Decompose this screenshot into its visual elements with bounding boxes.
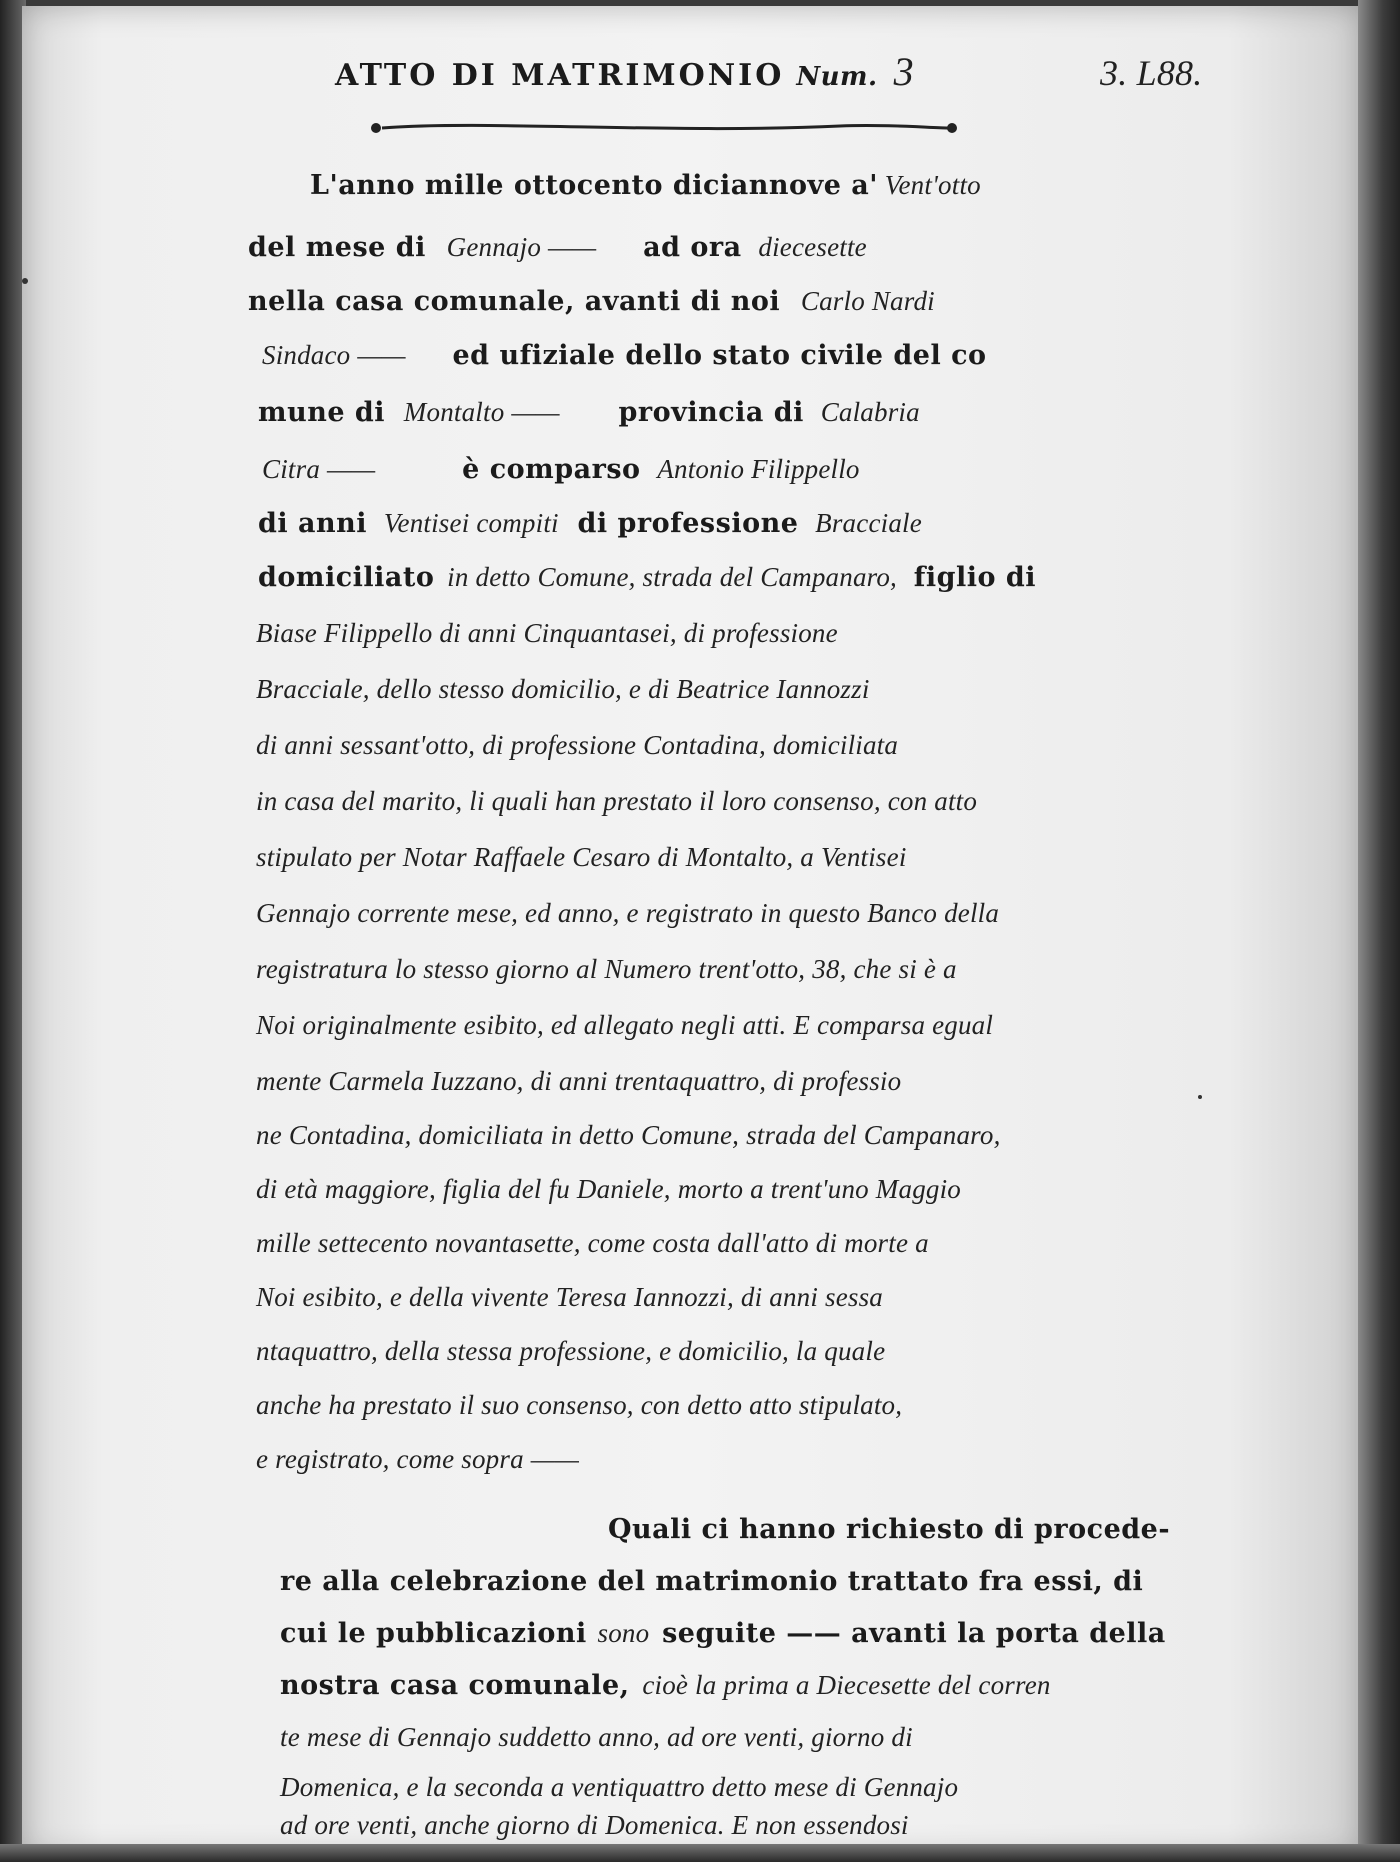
record-line: [258, 560, 1036, 595]
handwritten-text: anche ha prestato il suo consenso, con detto atto stipulato,: [256, 1390, 903, 1420]
document-title: ATTO DI MATRIMONIO: [335, 58, 785, 93]
printed-text: ed ufiziale dello stato civile del co: [452, 340, 987, 371]
handwritten-text: di età maggiore, figlia del fu Daniele, morto a trent'uno Maggio: [256, 1174, 962, 1204]
printed-text: del mese di: [248, 232, 426, 263]
handwritten-text: di anni sessant'otto, di professione Contadina, domiciliata: [256, 730, 899, 760]
handwritten-text: Vent'otto: [884, 170, 981, 200]
handwritten-text: Sindaco ——: [262, 340, 406, 370]
record-line: [280, 1808, 909, 1842]
handwritten-text: in detto Comune, strada del Campanaro,: [447, 562, 897, 592]
corner-note: 3. L88.: [1100, 53, 1203, 93]
record-line: [256, 728, 898, 762]
record-line: [256, 1118, 1001, 1152]
handwritten-text: Bracciale, dello stesso domicilio, e di Beatrice Iannozzi: [256, 674, 870, 704]
handwritten-text: Domenica, e la seconda a ventiquattro detto mese di Gennajo: [280, 1772, 959, 1802]
handwritten-text: Noi originalmente esibito, ed allegato negli atti. E comparsa egual: [256, 1010, 994, 1040]
page-right-edge: [1358, 0, 1400, 1862]
handwritten-text: Citra ——: [262, 454, 376, 484]
printed-text: di anni: [258, 508, 368, 539]
printed-text: nella casa comunale, avanti di noi: [248, 286, 781, 317]
record-line: [256, 1226, 929, 1260]
handwritten-text: ne Contadina, domiciliata in detto Comune, strada del Campanaro,: [256, 1120, 1001, 1150]
handwritten-text: te mese di Gennajo suddetto anno, ad ore venti, giorno di: [280, 1722, 913, 1752]
record-line: [280, 1564, 1143, 1599]
handwritten-text: diecesette: [758, 232, 867, 262]
record-line: [258, 395, 920, 430]
record-line: [256, 1064, 901, 1098]
handwritten-text: Montalto ——: [403, 397, 560, 427]
record-line: [248, 284, 935, 319]
ornament-line: [382, 125, 948, 128]
record-line: [256, 616, 838, 650]
record-line: [256, 896, 999, 930]
record-line: [248, 230, 867, 265]
handwritten-text: Ventisei compiti: [383, 508, 559, 538]
handwritten-text: Carlo Nardi: [800, 286, 935, 316]
printed-text: di professione: [577, 508, 799, 539]
handwritten-text: Gennajo corrente mese, ed anno, e registrato in questo Banco della: [256, 898, 1000, 928]
record-line: [256, 952, 957, 986]
printed-text: Quali ci hanno richiesto di procede-: [608, 1514, 1171, 1545]
stray-mark: [1198, 1095, 1202, 1099]
printed-text: seguite —— avanti la porta della: [662, 1618, 1166, 1649]
record-line: [256, 1334, 885, 1368]
number-value: 3: [893, 49, 914, 94]
record-line: [256, 1388, 902, 1422]
record-line: [256, 1172, 961, 1206]
record-line: [256, 1008, 993, 1042]
record-line: [608, 1512, 1170, 1547]
handwritten-text: Calabria: [820, 397, 920, 427]
printed-text: nostra casa comunale,: [280, 1670, 630, 1701]
handwritten-text: in casa del marito, li quali han prestato il loro consenso, con atto: [256, 786, 978, 816]
title-ornament: [370, 118, 960, 138]
handwritten-text: e registrato, come sopra ——: [256, 1444, 580, 1474]
record-line: [280, 1616, 1166, 1651]
page-bottom-edge: [0, 1844, 1400, 1862]
handwritten-text: ntaquattro, della stessa professione, e domicilio, la quale: [256, 1336, 886, 1366]
printed-text: provincia di: [618, 397, 804, 428]
handwritten-text: cioè la prima a Diecesette del corren: [642, 1670, 1051, 1700]
record-line: [280, 1720, 913, 1754]
printed-text: figlio di: [913, 562, 1037, 593]
record-line: [262, 452, 860, 487]
handwritten-text: Gennajo ——: [446, 232, 597, 262]
handwritten-text: Bracciale: [815, 508, 922, 538]
record-line: [258, 506, 922, 541]
handwritten-text: Biase Filippello di anni Cinquantasei, di professione: [256, 618, 838, 648]
handwritten-text: registratura lo stesso giorno al Numero trent'otto, 38, che si è a: [256, 954, 957, 984]
margin-mark: [22, 278, 28, 284]
ornament-dot-left: [371, 123, 381, 133]
printed-text: è comparso: [462, 454, 641, 485]
ornament-dot-right: [947, 123, 957, 133]
handwritten-text: Noi esibito, e della vivente Teresa Iannozzi, di anni sessa: [256, 1282, 883, 1312]
record-line: [310, 168, 981, 203]
record-line: [256, 672, 870, 706]
number-label: Num.: [796, 62, 878, 92]
record-line: [256, 1442, 579, 1476]
handwritten-text: sono: [597, 1618, 650, 1648]
record-line: [280, 1668, 1051, 1703]
printed-text: ad ora: [643, 232, 742, 263]
record-line: [262, 338, 987, 373]
handwritten-text: ad ore venti, anche giorno di Domenica. E non essendosi: [280, 1810, 909, 1840]
handwritten-text: mille settecento novantasette, come costa dall'atto di morte a: [256, 1228, 929, 1258]
handwritten-text: stipulato per Notar Raffaele Cesaro di Montalto, a Ventisei: [256, 842, 907, 872]
printed-text: L'anno mille ottocento diciannove a': [310, 170, 879, 201]
handwritten-text: mente Carmela Iuzzano, di anni trentaquattro, di professio: [256, 1066, 902, 1096]
printed-text: mune di: [258, 397, 386, 428]
record-line: [280, 1770, 958, 1804]
handwritten-text: Antonio Filippello: [657, 454, 860, 484]
record-line: [256, 1280, 883, 1314]
record-line: [256, 784, 977, 818]
printed-text: cui le pubblicazioni: [280, 1618, 587, 1649]
printed-text: domiciliato: [258, 562, 435, 593]
record-line: [256, 840, 907, 874]
printed-text: re alla celebrazione del matrimonio trattato fra essi, di: [280, 1566, 1144, 1597]
